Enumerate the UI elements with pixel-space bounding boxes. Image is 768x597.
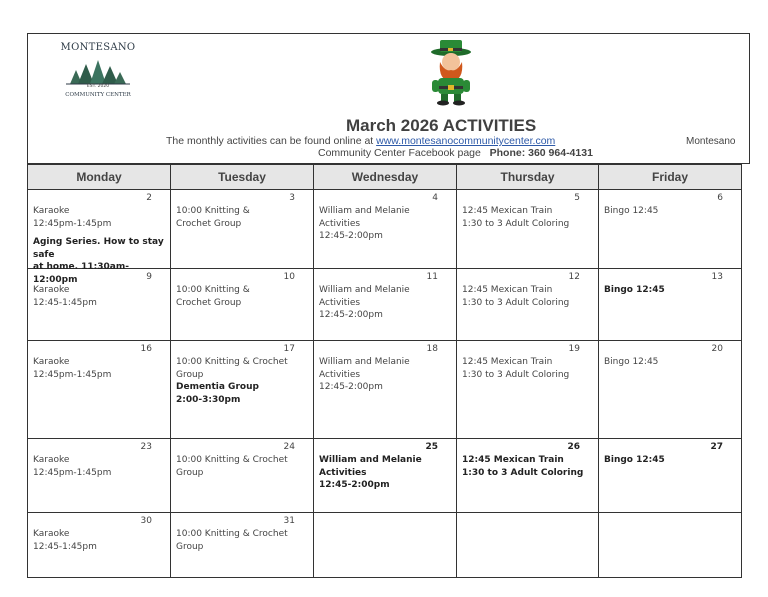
day-cell [314, 439, 457, 513]
phone-number: Phone: 360 964-4131 [489, 147, 593, 159]
activity-line: 12:45 Mexican Train [462, 455, 564, 465]
day-cell [171, 513, 314, 578]
day-number: 17 [283, 344, 295, 354]
activity-line: Bingo 12:45 [604, 285, 665, 295]
day-cell [171, 439, 314, 513]
activity-line: 12:45 Mexican Train [462, 357, 553, 367]
activity-line: 1:30 to 3 Adult Coloring [462, 218, 570, 229]
day-number: 13 [711, 272, 723, 282]
activity-line: 10:00 Knitting & Crochet Group [176, 455, 288, 478]
calendar-table [27, 164, 742, 578]
info-text: The monthly activities can be found online at [166, 135, 377, 147]
info-line-2 [318, 147, 593, 159]
activity-line: 12:45-1:45pm [33, 541, 97, 552]
activity-list [176, 205, 309, 230]
activity-line: 2:00-3:30pm [176, 394, 241, 405]
activity-line: 12:45 Mexican Train [462, 285, 553, 295]
logo-est-text: EST. 2020 [86, 84, 110, 89]
activity-line: Activities [319, 369, 361, 380]
activity-line: 1:30 to 3 Adult Coloring [462, 467, 584, 478]
day-cell [314, 269, 457, 341]
day-cell [599, 513, 742, 578]
week-row [28, 190, 742, 269]
day-cell [28, 341, 171, 439]
day-cell [599, 269, 742, 341]
day-number: 9 [146, 272, 152, 282]
activity-line: Group [176, 541, 204, 552]
day-number: 2 [146, 193, 152, 203]
activity-list [604, 356, 737, 369]
day-number: 11 [426, 272, 438, 282]
day-cell [599, 341, 742, 439]
day-cell [28, 513, 171, 578]
activity-line: Karaoke [33, 455, 70, 465]
activity-line: 12:45 Mexican Train [462, 206, 553, 216]
activity-list [604, 454, 737, 467]
day-number: 12 [568, 272, 580, 282]
activity-line: 12:45pm-1:45pm [33, 218, 112, 229]
activity-list [33, 454, 166, 479]
activity-line: Crochet Group [176, 297, 242, 308]
day-header-monday: Monday [28, 165, 171, 190]
activity-line: Dementia Group [176, 382, 259, 392]
day-number: 16 [140, 344, 152, 354]
day-number: 18 [426, 344, 438, 354]
day-number: 27 [710, 442, 723, 452]
activity-line: William and Melanie [319, 455, 422, 465]
activity-line: Bingo 12:45 [604, 206, 659, 216]
day-number: 6 [717, 193, 723, 203]
day-header-thursday: Thursday [457, 165, 599, 190]
info-line-1-right: Montesano [686, 136, 736, 147]
day-number: 31 [283, 516, 295, 526]
activity-line: Karaoke [33, 285, 70, 295]
activity-list [319, 454, 452, 492]
week-row [28, 341, 742, 439]
activity-line: 12:45-2:00pm [319, 231, 383, 241]
day-number: 26 [567, 442, 580, 452]
activity-line: Karaoke [33, 529, 70, 539]
logo-bottom-text: COMMUNITY CENTER [65, 92, 131, 98]
day-cell [457, 513, 599, 578]
day-header-friday: Friday [599, 165, 742, 190]
activity-line: 10:00 Knitting & [176, 206, 250, 216]
day-cell [599, 439, 742, 513]
day-cell [28, 439, 171, 513]
activity-line-extra: Aging Series. How to stay safe [33, 237, 164, 260]
day-number: 24 [283, 442, 295, 452]
day-cell [171, 269, 314, 341]
activity-list [33, 528, 166, 553]
activity-line: William and Melanie [319, 357, 410, 367]
activity-line: Karaoke [33, 206, 70, 216]
header-box [27, 33, 750, 164]
activity-list [462, 454, 594, 479]
activity-list [604, 205, 737, 218]
day-cell [457, 269, 599, 341]
day-number: 3 [289, 193, 295, 203]
activity-list [176, 284, 309, 309]
activity-list [176, 454, 309, 479]
day-number: 10 [283, 272, 295, 282]
activity-line: 12:45pm-1:45pm [33, 467, 112, 478]
activity-line: William and Melanie [319, 206, 410, 216]
day-cell [457, 190, 599, 269]
day-cell [28, 269, 171, 341]
page-title: March 2026 ACTIVITIES [346, 116, 537, 135]
activity-line: 10:00 Knitting & [176, 285, 250, 295]
day-cell [457, 439, 599, 513]
activity-line: 10:00 Knitting & Crochet Group [176, 357, 288, 380]
day-number: 23 [140, 442, 152, 452]
activity-line: Activities [319, 297, 361, 308]
day-number: 5 [574, 193, 580, 203]
website-link[interactable]: www.montesanocommunitycenter.com [376, 135, 556, 147]
activity-line: William and Melanie [319, 285, 410, 295]
day-header-tuesday: Tuesday [171, 165, 314, 190]
day-number: 25 [425, 442, 438, 452]
activity-line: 1:30 to 3 Adult Coloring [462, 297, 570, 308]
activity-list [176, 356, 309, 406]
activity-list [462, 356, 594, 381]
activity-line: Karaoke [33, 357, 70, 367]
week-row [28, 439, 742, 513]
activity-line: 12:45-2:00pm [319, 310, 383, 320]
activity-line: Bingo 12:45 [604, 357, 659, 367]
activity-list [319, 356, 452, 394]
activity-list [462, 205, 594, 230]
day-cell [314, 190, 457, 269]
activity-line: 12:45pm-1:45pm [33, 369, 112, 380]
day-cell [314, 513, 457, 578]
activity-line: 12:45-2:00pm [319, 382, 383, 392]
activity-list [319, 205, 452, 243]
day-cell [171, 341, 314, 439]
day-cell [28, 190, 171, 285]
day-number: 20 [711, 344, 723, 354]
week-row [28, 513, 742, 578]
day-number: 30 [140, 516, 152, 526]
activity-list [33, 284, 166, 309]
facebook-text: Community Center Facebook page [318, 147, 481, 159]
activity-list [33, 356, 166, 381]
activity-list [176, 528, 309, 553]
day-header-wednesday: Wednesday [314, 165, 457, 190]
day-number: 19 [568, 344, 580, 354]
activity-line: Activities [319, 218, 361, 229]
activity-line: 10:00 Knitting & Crochet [176, 529, 288, 539]
activity-list [319, 284, 452, 322]
activity-list [604, 284, 737, 297]
activity-line: Crochet Group [176, 218, 242, 229]
info-line-1 [166, 135, 555, 147]
montesano-logo [58, 42, 138, 106]
activity-line: 12:45-1:45pm [33, 297, 97, 308]
activity-line: Activities [319, 467, 367, 478]
day-cell [457, 341, 599, 439]
activity-line: Bingo 12:45 [604, 455, 665, 465]
activity-line: 12:45-2:00pm [319, 480, 390, 490]
day-cell [314, 341, 457, 439]
leprechaun-icon [424, 40, 478, 106]
day-cell [171, 190, 314, 269]
activity-line-extra: at home. 11:30am-12:00pm [33, 262, 129, 285]
day-cell [599, 190, 742, 269]
week-row [28, 269, 742, 341]
activity-list [462, 284, 594, 309]
day-number: 4 [432, 193, 438, 203]
activity-line: 1:30 to 3 Adult Coloring [462, 369, 570, 380]
logo-top-text: MONTESANO [60, 42, 136, 53]
